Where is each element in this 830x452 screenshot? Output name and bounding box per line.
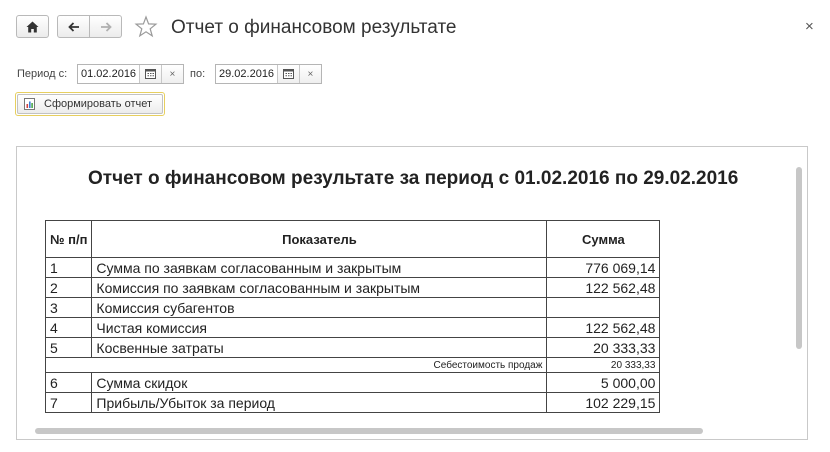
row-num: 4 <box>46 318 92 338</box>
row-indicator: Комиссия по заявкам согласованным и закрытым <box>92 278 547 298</box>
generate-report-button[interactable] <box>15 92 165 116</box>
row-num: 2 <box>46 278 92 298</box>
period-to-clear-button[interactable]: × <box>299 65 321 83</box>
period-from-calendar-button[interactable] <box>139 65 161 83</box>
table-row <box>46 278 660 298</box>
subrow-label: Себестоимость продаж <box>92 358 547 373</box>
back-button[interactable] <box>57 15 90 38</box>
horizontal-scrollbar[interactable] <box>35 428 703 434</box>
row-sum <box>547 298 660 318</box>
row-num: 5 <box>46 338 92 358</box>
row-num: 3 <box>46 298 92 318</box>
table-row <box>46 393 660 413</box>
forward-button[interactable] <box>90 15 122 38</box>
vertical-scrollbar[interactable] <box>796 167 802 349</box>
close-icon[interactable]: × <box>805 18 814 35</box>
row-num: 7 <box>46 393 92 413</box>
row-num: 6 <box>46 373 92 393</box>
row-num: 1 <box>46 258 92 278</box>
row-indicator: Комиссия субагентов <box>92 298 547 318</box>
home-icon <box>26 21 39 33</box>
row-sum: 5 000,00 <box>547 373 660 393</box>
row-indicator: Прибыль/Убыток за период <box>92 393 547 413</box>
row-indicator: Сумма скидок <box>92 373 547 393</box>
row-sum: 102 229,15 <box>547 393 660 413</box>
home-button[interactable] <box>16 15 49 38</box>
period-to-input[interactable]: 29.02.2016 <box>219 68 275 80</box>
table-row <box>46 338 660 358</box>
row-sum: 20 333,33 <box>547 338 660 358</box>
column-header-indicator: Показатель <box>92 221 547 258</box>
column-header-sum: Сумма <box>547 221 660 258</box>
calendar-icon <box>145 69 156 79</box>
period-to-field <box>215 64 322 84</box>
row-sum: 122 562,48 <box>547 278 660 298</box>
subrow-blank <box>46 358 92 373</box>
column-header-num: № п/п <box>46 221 92 258</box>
row-indicator: Сумма по заявкам согласованным и закрытым <box>92 258 547 278</box>
report-title: Отчет о финансовом результате за период с 01.02.2016 по 29.02.2016 <box>88 168 739 189</box>
row-indicator: Косвенные затраты <box>92 338 547 358</box>
navigation-buttons <box>57 15 122 38</box>
table-row <box>46 258 660 278</box>
period-from-label: Период с: <box>17 68 68 80</box>
page-title: Отчет о финансовом результате <box>171 17 457 38</box>
period-to-label: по: <box>190 68 206 80</box>
period-from-field <box>77 64 184 84</box>
row-sum: 776 069,14 <box>547 258 660 278</box>
report-icon <box>24 98 35 110</box>
generate-report-label: Сформировать отчет <box>44 98 153 110</box>
table-row <box>46 318 660 338</box>
row-sum: 122 562,48 <box>547 318 660 338</box>
arrow-left-icon <box>68 22 80 32</box>
row-indicator: Чистая комиссия <box>92 318 547 338</box>
report-document <box>16 146 808 440</box>
table-row <box>46 298 660 318</box>
star-icon[interactable] <box>134 15 158 39</box>
table-header-row <box>46 221 660 258</box>
table-row <box>46 373 660 393</box>
table-subrow <box>46 358 660 373</box>
subrow-sum: 20 333,33 <box>547 358 660 373</box>
calendar-icon <box>283 69 294 79</box>
report-table <box>45 220 660 413</box>
arrow-right-icon <box>100 22 112 32</box>
period-from-clear-button[interactable]: × <box>161 65 183 83</box>
period-from-input[interactable]: 01.02.2016 <box>81 68 137 80</box>
period-to-calendar-button[interactable] <box>277 65 299 83</box>
